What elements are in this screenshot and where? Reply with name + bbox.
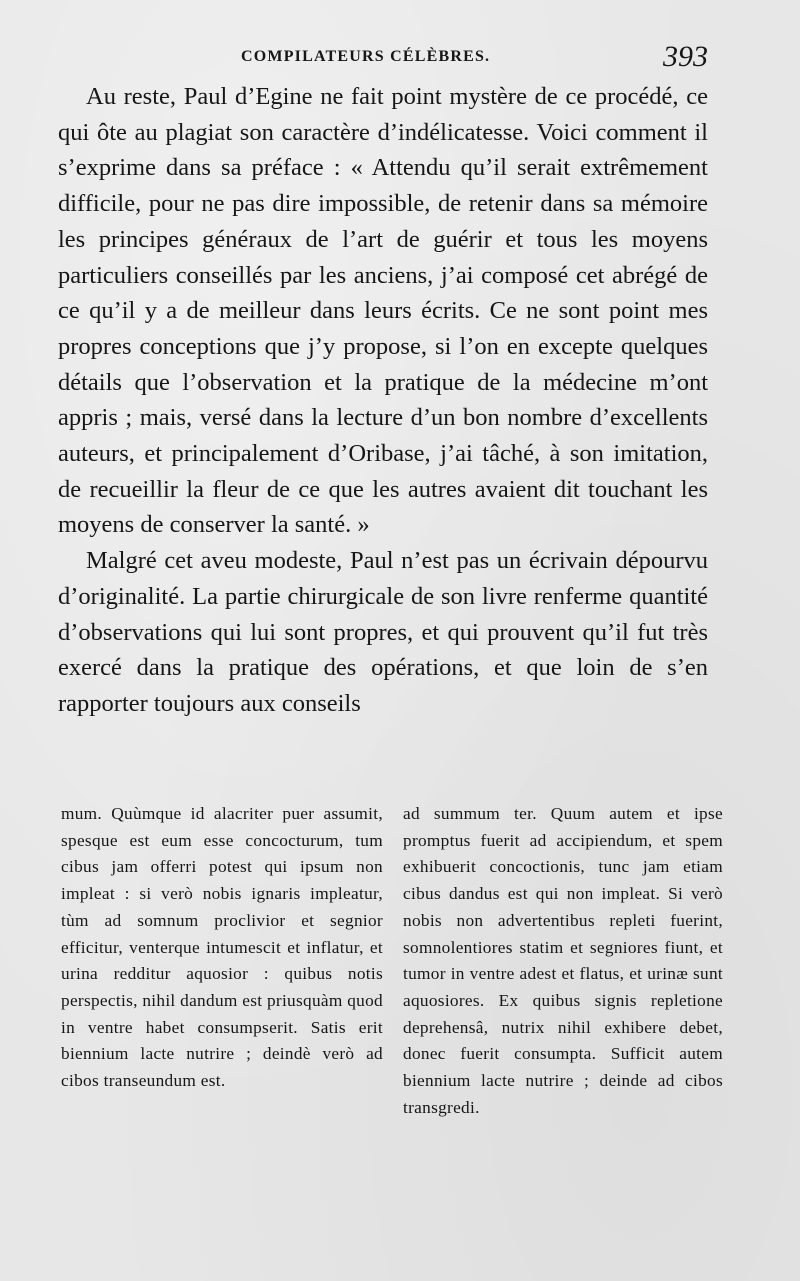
- footnote-left-text: mum. Quùmque id alacriter puer assumit, spesque est eum esse concocturum, tum cibus jam offerri potest qui ipsum non impleat : si verò nobis ignaris impleatur, tùm ad somnum proclivior et segnior efficitur, venterque intumescit et inflatur, et urina redditur aquosior : quibus notis perspectis, nihil dandum est priusquàm quod in ventre habet consumpserit. Satis erit biennium lacte nutrire ; deindè verò ad cibos transeundum est.: [61, 804, 383, 1091]
- body-paragraph: Au reste, Paul d’Egine ne fait point mystère de ce procédé, ce qui ôte au plagiat son caractère d’indélicatesse. Voici comment il s’exprime dans sa préface : « Attendu qu’il serait extrêmement difficile, pour ne pas dire impossible, de retenir dans sa mémoire les principes généraux de l’art de guérir et tous les moyens particuliers conseillés par les anciens, j’ai composé cet abrégé de ce qu’il y a de meilleur dans leurs écrits. Ce ne sont point mes propres conceptions que j’y propose, si l’on en excepte quelques détails que l’observation et la pratique de la médecine m’ont appris ; mais, versé dans la lecture d’un bon nombre d’excellents auteurs, et principalement d’Oribase, j’ai tâché, à son imitation, de recueillir la fleur de ce que les autres avaient dit touchant les moyens de conserver la santé. »: [58, 83, 708, 539]
- footnote-right-text: ad summum ter. Quum autem et ipse promptus fuerit ad accipiendum, et spem exhibuerit concoctionis, tunc jam etiam cibus dandus est qui non impleat. Si verò nobis non advertentibus repleti fuerint, somnolentiores statim et segniores fiunt, et tumor in ventre adest et flatus, et urinæ sunt aquosiores. Ex quibus signis repletione deprehensâ, nutrix nihil exhibere debet, donec fuerit consumpta. Sufficit autem biennium lacte nutrire ; deinde ad cibos transgredi.: [403, 804, 723, 1117]
- page-number: 393: [663, 40, 708, 73]
- running-head: [58, 40, 708, 76]
- footnotes: [61, 801, 721, 1196]
- footnote-left-column: [61, 801, 383, 1095]
- body-paragraph: Malgré cet aveu modeste, Paul n’est pas un écrivain dépourvu d’originalité. La partie chirurgicale de son livre renferme quantité d’observations qui lui sont propres, et qui prouvent qu’il fut très exercé dans la pratique des opérations, et que loin de s’en rapporter toujours aux conseils: [58, 547, 708, 717]
- running-title: COMPILATEURS CÉLÈBRES.: [241, 48, 491, 65]
- footnote-right-column: [403, 801, 723, 1121]
- main-text: [58, 79, 708, 722]
